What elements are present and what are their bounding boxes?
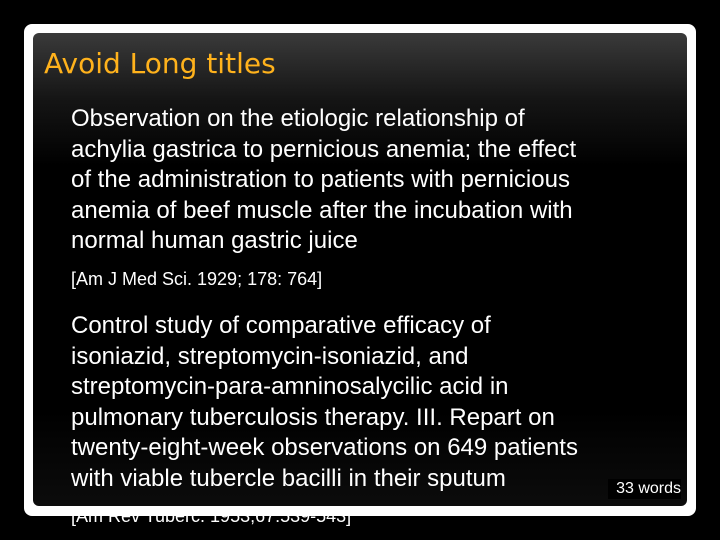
example-title-1-line-3: of the administration to patients with pernicious xyxy=(71,166,570,193)
example-title-1-line-5: normal human gastric juice xyxy=(71,227,358,254)
citation-1: [Am J Med Sci. 1929; 178: 764] xyxy=(71,268,323,289)
example-title-1-line-1: Observation on the etiologic relationship of xyxy=(71,105,525,132)
example-title-block-1 xyxy=(71,104,681,291)
citation-2: [Am Rev Tuberc. 1953;67:539-543] xyxy=(71,506,352,526)
word-count-label: 33 words xyxy=(608,479,681,499)
slide-content xyxy=(33,33,687,526)
example-title-2-line-6: with viable tubercle bacilli in their sputum xyxy=(71,464,506,492)
example-title-1-line-4: anemia of beef muscle after the incubation with xyxy=(71,196,573,224)
example-title-2-line-3: streptomycin-para-amninosalycilic acid in xyxy=(71,373,509,400)
slide-title: Avoid Long titles xyxy=(44,47,276,80)
example-title-2-line-2: isoniazid, streptomycin-isoniazid, and xyxy=(71,342,469,370)
example-title-2-line-4: pulmonary tuberculosis therapy. III. Repart on xyxy=(71,403,555,431)
example-title-2-line-5: twenty-eight-week observations on 649 patients xyxy=(71,434,578,461)
example-title-2 xyxy=(71,311,681,494)
example-title-block-2 xyxy=(71,311,681,528)
example-title-1-line-2: achylia gastrica to pernicious anemia; the effect xyxy=(71,135,577,163)
example-title-2-line-1: Control study of comparative efficacy of xyxy=(71,312,491,339)
example-title-1 xyxy=(71,104,681,257)
